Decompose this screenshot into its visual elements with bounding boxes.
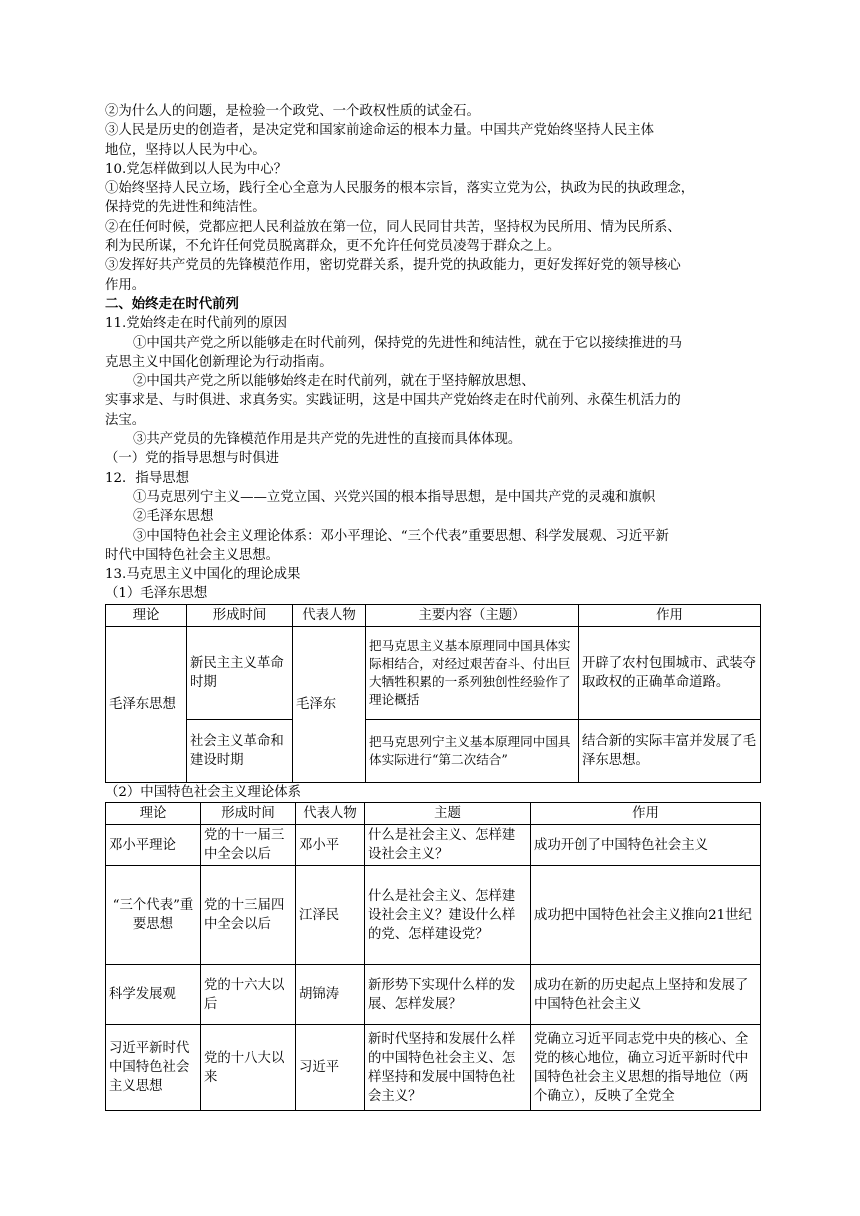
header-cell: 主题 — [365, 803, 531, 825]
theme-cell: 新时代坚持和发展什么样的中国特色社会主义、怎样坚持和发展中国特色社会主义？ — [365, 1025, 531, 1111]
text-line: 保持党的先进性和纯洁性。 — [105, 200, 266, 216]
person-cell: 邓小平 — [296, 825, 365, 866]
section-heading: 二、始终走在时代前列 — [105, 296, 239, 312]
text-line: ①马克思列宁主义——立党立国、兴党兴国的根本指导思想，是中国共产党的灵魂和旗帜 — [133, 489, 656, 505]
text-line: ①中国共产党之所以能够走在时代前列，保持党的先进性和纯洁性，就在于它以接续推进的马 — [133, 335, 683, 351]
time-cell: 党的十六大以后 — [201, 965, 296, 1025]
text-line: 作用。 — [105, 277, 146, 293]
role-cell: 开辟了农村包围城市、武装夺取政权的正确革命道路。 — [579, 626, 761, 719]
header-cell: 代表人物 — [293, 604, 366, 626]
header-cell: 理论 — [106, 803, 201, 825]
header-cell: 形成时间 — [187, 604, 293, 626]
text-line: ②为什么人的问题，是检验一个政党、一个政权性质的试金石。 — [105, 104, 480, 119]
text-line: ②中国共产党之所以能够始终走在时代前列，就在于坚持解放思想、 — [133, 374, 535, 390]
table-header-row — [106, 604, 761, 626]
question-13: 13.马克思主义中国化的理论成果 — [105, 567, 301, 583]
header-cell: 形成时间 — [201, 803, 296, 825]
table-row — [106, 965, 761, 1025]
question-11: 11.党始终走在时代前列的原因 — [105, 316, 287, 332]
content-cell: 把马克思主义基本原理同中国具体实际相结合，对经过艰苦奋斗、付出巨大牺牲积累的一系列独创性经验作了理论概括 — [366, 626, 579, 719]
text-line: ①始终坚持人民立场，践行全心全意为人民服务的根本宗旨，落实立党为公，执政为民的执政理念， — [105, 181, 695, 197]
text-line: ②在任何时候，党都应把人民利益放在第一位，同人民同甘共苦，坚持权为民所用、情为民所系、 — [105, 219, 681, 235]
time-cell: 新民主主义革命时期 — [187, 626, 293, 719]
theme-cell: 什么是社会主义、怎样建设社会主义？建设什么样的党、怎样建设党？ — [365, 866, 531, 965]
header-cell: 理论 — [106, 604, 187, 626]
text-line: ③人民是历史的创造者，是决定党和国家前途命运的根本力量。中国共产党始终坚持人民主体 — [105, 123, 655, 139]
theory-cell: 毛泽东思想 — [106, 626, 187, 782]
role-cell: 成功开创了中国特色社会主义 — [531, 825, 761, 866]
table-row — [106, 1025, 761, 1111]
time-cell: 党的十八大以来 — [201, 1025, 296, 1111]
header-cell: 作用 — [579, 604, 761, 626]
table-header-row — [106, 803, 761, 825]
header-cell: 代表人物 — [296, 803, 365, 825]
person-cell: 胡锦涛 — [296, 965, 365, 1025]
theory-cell: “三个代表”重要思想 — [106, 866, 201, 965]
person-cell: 毛泽东 — [293, 626, 366, 782]
role-cell: 党确立习近平同志党中央的核心、全党的核心地位，确立习近平新时代中国特色社会主义思想的指导地位（两个确立），反映了全党全 — [531, 1025, 761, 1111]
text-line: 利为民所谋，不允许任何党员脱离群众，更不允许任何党员凌驾于群众之上。 — [105, 239, 561, 255]
table-caption: （2）中国特色社会主义理论体系 — [105, 784, 301, 800]
mao-thought-table — [105, 604, 761, 783]
question-10: 10.党怎样做到以人民为中心？ — [105, 161, 287, 177]
table-row — [106, 866, 761, 965]
theory-cell: 邓小平理论 — [106, 825, 201, 866]
role-cell: 结合新的实际丰富并发展了毛泽东思想。 — [579, 719, 761, 782]
person-cell: 江泽民 — [296, 866, 365, 965]
subsection-heading: （一）党的指导思想与时俱进 — [105, 451, 280, 467]
question-12: 12．指导思想 — [105, 470, 189, 486]
text-line: ②毛泽东思想 — [133, 509, 214, 525]
text-line: 实事求是、与时俱进、求真务实。实践证明，这是中国共产党始终走在时代前列、永葆生机活力的 — [105, 393, 681, 409]
text-line: 时代中国特色社会主义思想。 — [105, 547, 280, 563]
text-line: ③共产党员的先锋模范作用是共产党的先进性的直接而具体体现。 — [133, 432, 522, 448]
time-cell: 社会主义革命和建设时期 — [187, 719, 293, 782]
theme-cell: 新形势下实现什么样的发展、怎样发展？ — [365, 965, 531, 1025]
table-row — [106, 719, 761, 782]
text-line: 法宝。 — [105, 412, 146, 428]
theory-cell: 科学发展观 — [106, 965, 201, 1025]
role-cell: 成功把中国特色社会主义推向21世纪 — [531, 866, 761, 965]
text-line: 地位，坚持以人民为中心。 — [105, 142, 266, 158]
theory-cell: 习近平新时代中国特色社会主义思想 — [106, 1025, 201, 1111]
text-line: ③发挥好共产党员的先锋模范作用，密切党群关系，提升党的执政能力，更好发挥好党的领导核心 — [105, 258, 681, 274]
theme-cell: 什么是社会主义、怎样建设社会主义？ — [365, 825, 531, 866]
content-cell: 把马克思列宁主义基本原理同中国具体实际进行“第二次结合” — [366, 719, 579, 782]
time-cell: 党的十一届三中全会以后 — [201, 825, 296, 866]
table-row — [106, 626, 761, 719]
text-line: 克思主义中国化创新理论为行动指南。 — [105, 354, 333, 370]
document-page — [105, 102, 760, 1111]
person-cell: 习近平 — [296, 1025, 365, 1111]
socialism-theory-table — [105, 802, 761, 1111]
text-line: ③中国特色社会主义理论体系：邓小平理论、“三个代表”重要思想、科学发展观、习近平新 — [133, 528, 669, 544]
table-row — [106, 825, 761, 866]
table-caption: （1）毛泽东思想 — [105, 586, 208, 602]
header-cell: 作用 — [531, 803, 761, 825]
role-cell: 成功在新的历史起点上坚持和发展了中国特色社会主义 — [531, 965, 761, 1025]
header-cell: 主要内容（主题） — [366, 604, 579, 626]
time-cell: 党的十三届四中全会以后 — [201, 866, 296, 965]
